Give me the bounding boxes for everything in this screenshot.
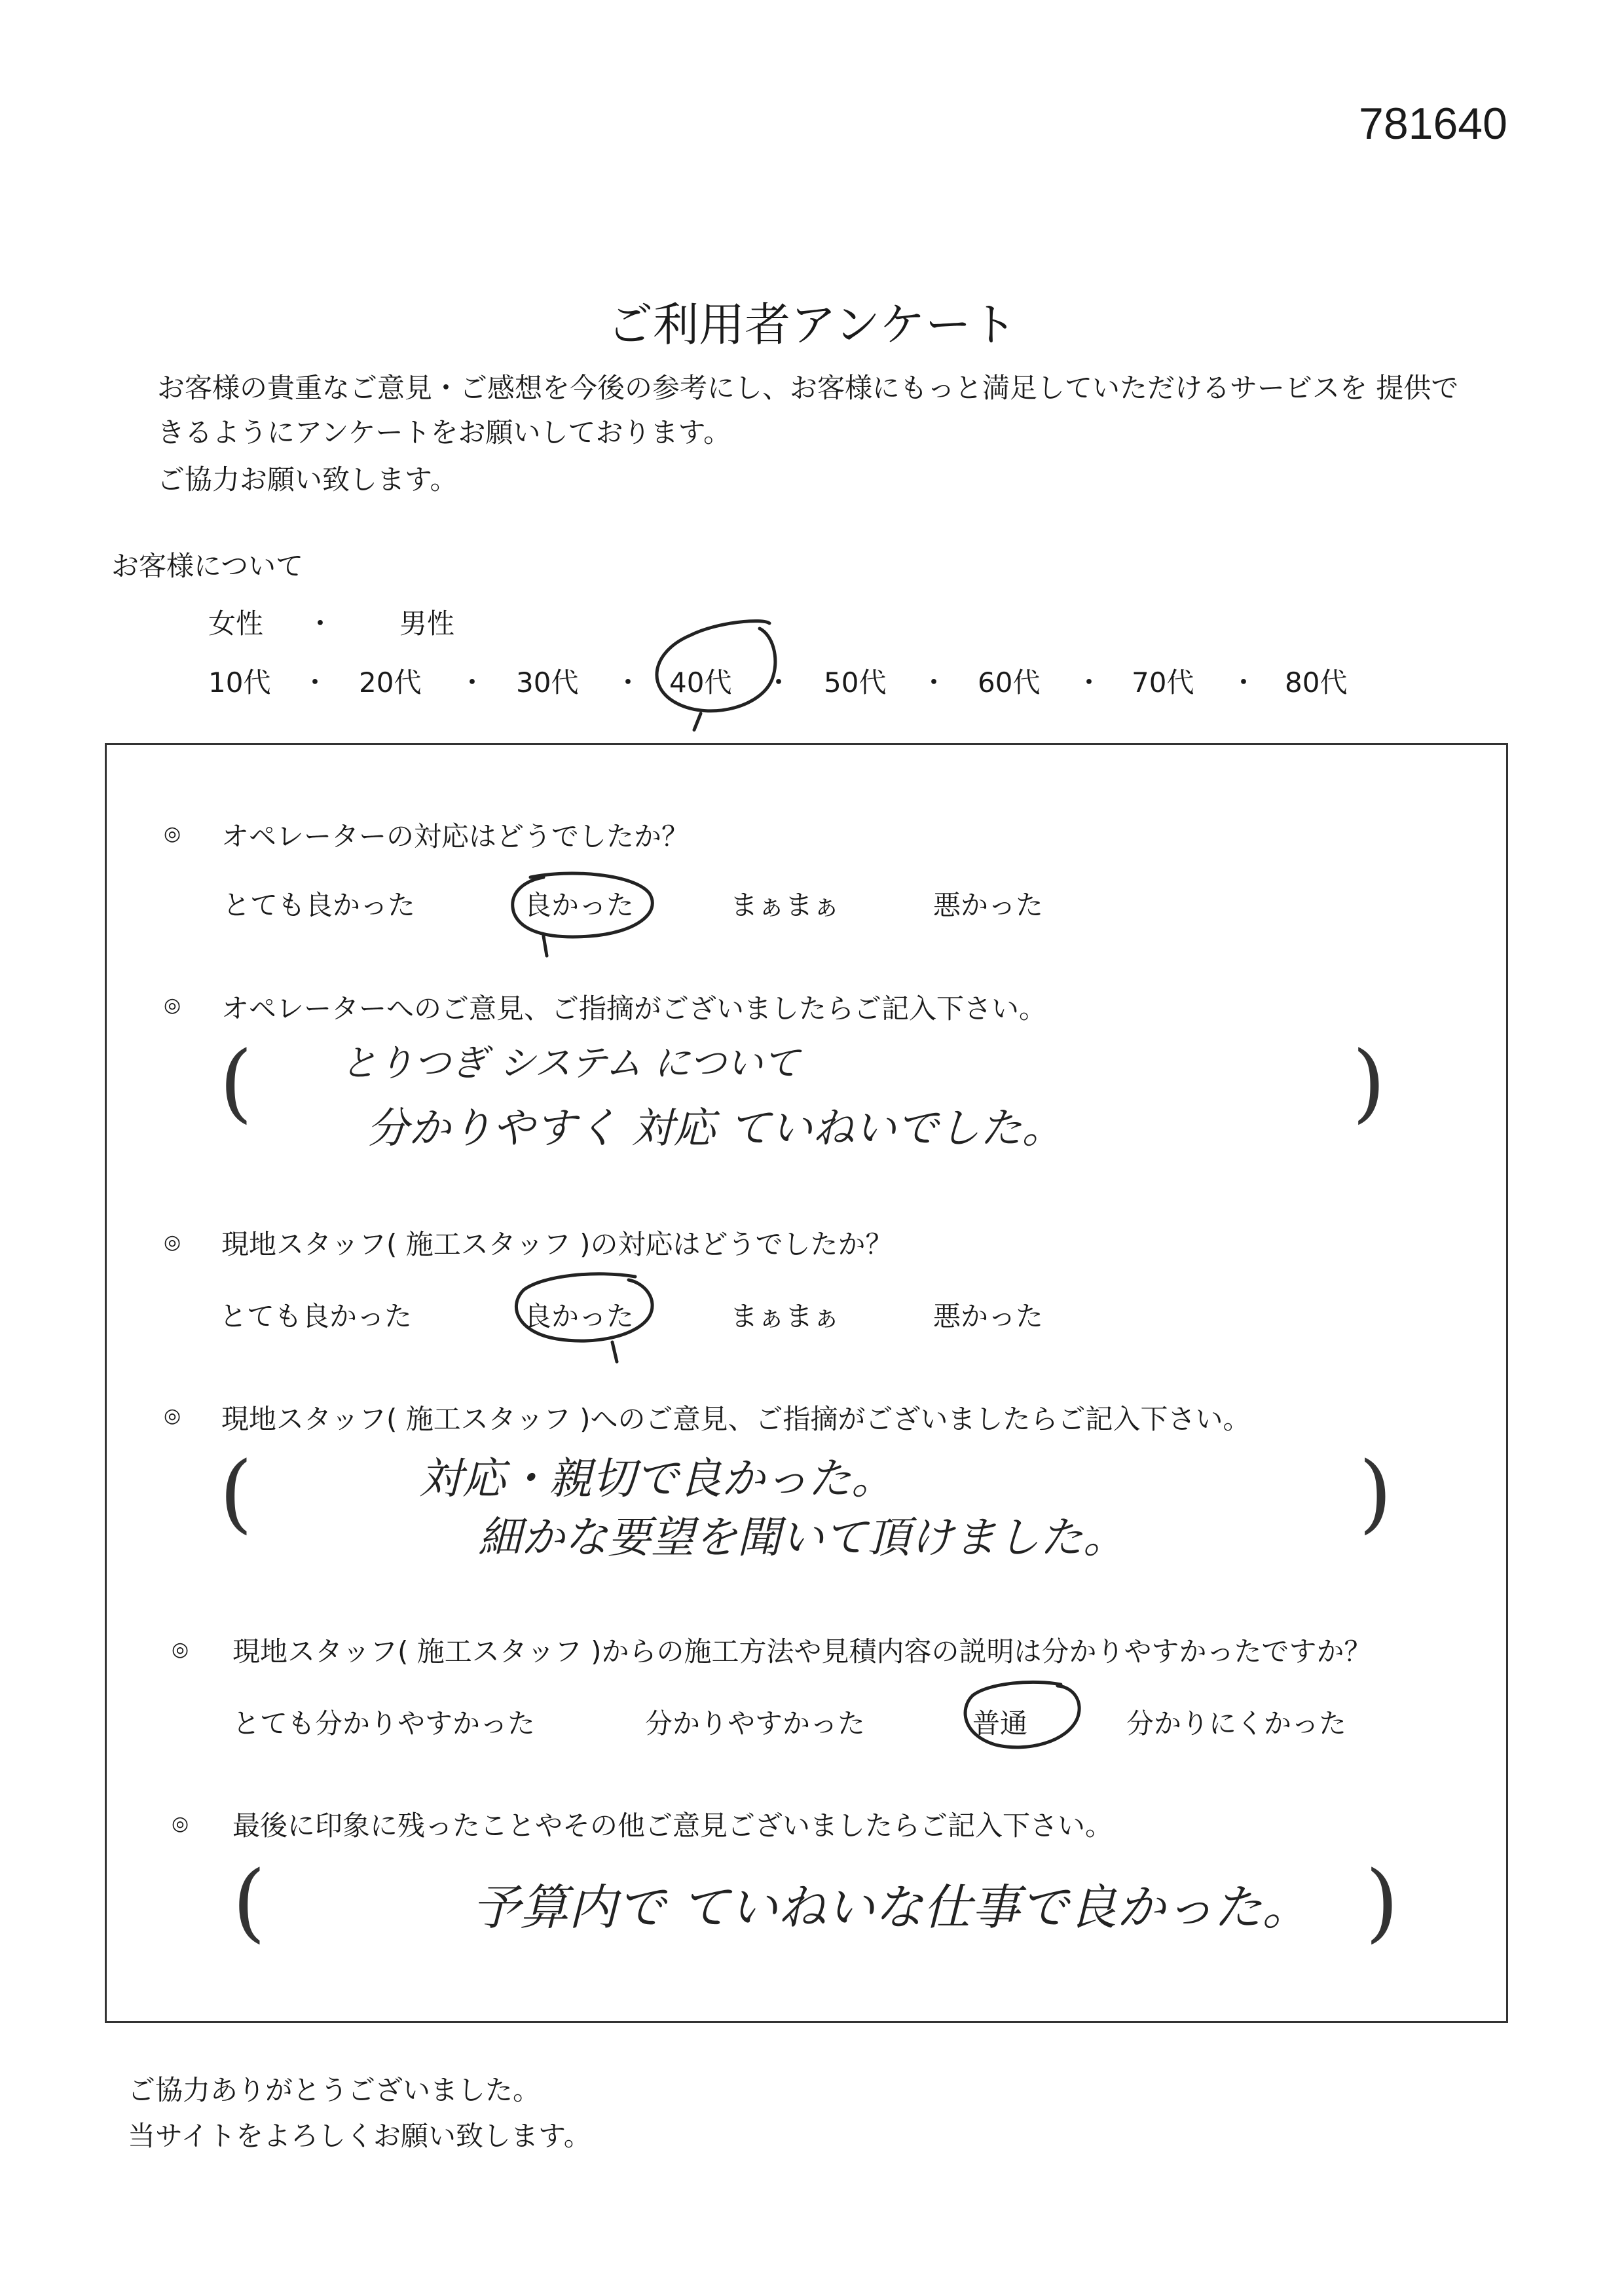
q6-answer-line-1[interactable]: 予算内で ていねいな仕事で良かった。	[471, 1880, 1311, 1936]
intro-line-2: きるようにアンケートをお願いしております。	[157, 416, 731, 448]
q1-option-good-selected[interactable]: 良かった	[524, 889, 635, 921]
age-70s[interactable]: 70代	[1132, 666, 1194, 699]
bullet-icon: ◎	[164, 1231, 181, 1254]
gender-female[interactable]: 女性	[208, 608, 264, 640]
footer-request: 当サイトをよろしくお願い致します。	[128, 2120, 591, 2152]
bullet-icon: ◎	[172, 1812, 189, 1835]
question-explanation-clarity: 現地スタッフ( 施工スタッフ )からの施工方法や見積内容の説明は分かりやすかったですか？	[232, 1635, 1372, 1667]
question-operator-comments: オペレーターへのご意見、ご指摘がございましたらご記入下さい。	[221, 993, 1047, 1025]
q3-option-bad[interactable]: 悪かった	[933, 1300, 1044, 1332]
bullet-icon: ◎	[164, 822, 181, 845]
intro-line-3: ご協力お願い致します。	[157, 464, 458, 496]
customer-heading: お客様について	[111, 550, 304, 582]
question-operator-response: オペレーターの対応はどうでしたか？	[221, 820, 690, 852]
q4-answer-line-1[interactable]: 対応・親切で良かった。	[419, 1453, 895, 1504]
age-separator: ・	[765, 666, 793, 699]
footer-thanks: ご協力ありがとうございました。	[128, 2074, 541, 2106]
answer-bracket-close: )	[1352, 1032, 1386, 1132]
q5-option-very-clear[interactable]: とても分かりやすかった	[232, 1707, 536, 1740]
age-separator: ・	[301, 666, 329, 699]
q1-option-bad[interactable]: 悪かった	[933, 889, 1044, 921]
selection-circle-q1	[504, 867, 661, 959]
intro-line-1: お客様の貴重なご意見・ご感想を今後の参考にし、お客様にもっと満足していただけるサービスを 提供で	[157, 372, 1459, 404]
gender-separator: ・	[306, 608, 335, 640]
document-id: 781640	[1359, 99, 1507, 149]
bullet-icon: ◎	[172, 1638, 189, 1661]
age-separator: ・	[1075, 666, 1103, 699]
bullet-icon: ◎	[164, 1404, 181, 1427]
q3-option-good-selected[interactable]: 良かった	[524, 1300, 635, 1332]
q5-option-unclear[interactable]: 分かりにくかった	[1126, 1707, 1347, 1740]
selection-circle-q5	[956, 1679, 1087, 1764]
age-separator: ・	[458, 666, 487, 699]
question-site-staff-response: 現地スタッフ( 施工スタッフ )の対応はどうでしたか？	[221, 1228, 893, 1260]
q2-answer-line-2[interactable]: 分かりやすく 対応 ていねいでした。	[367, 1104, 1064, 1153]
q1-option-so-so[interactable]: まぁまぁ	[730, 889, 841, 921]
answer-bracket-close: )	[1359, 1443, 1392, 1542]
question-site-staff-comments: 現地スタッフ( 施工スタッフ )へのご意見、ご指摘がございましたらご記入下さい。	[221, 1403, 1251, 1435]
q3-option-very-good[interactable]: とても良かった	[219, 1300, 413, 1332]
q5-option-normal-selected[interactable]: 普通	[972, 1707, 1028, 1740]
q3-option-so-so[interactable]: まぁまぁ	[730, 1300, 841, 1332]
q4-answer-line-2[interactable]: 細かな要望を聞いて頂けました。	[478, 1512, 1126, 1563]
selection-circle-q3	[504, 1270, 661, 1368]
answer-bracket-open: (	[232, 1852, 266, 1952]
age-80s[interactable]: 80代	[1285, 666, 1348, 699]
age-separator: ・	[1230, 666, 1258, 699]
answer-bracket-open: (	[219, 1443, 253, 1542]
age-separator: ・	[920, 666, 948, 699]
answer-bracket-open: (	[219, 1032, 253, 1132]
age-10s[interactable]: 10代	[208, 666, 271, 699]
q1-option-very-good[interactable]: とても良かった	[223, 889, 416, 921]
question-final-comments: 最後に印象に残ったことやその他ご意見ございましたらご記入下さい。	[232, 1810, 1113, 1842]
answer-bracket-close: )	[1365, 1852, 1399, 1952]
survey-title: ご利用者アンケート	[607, 298, 1017, 352]
q5-option-clear[interactable]: 分かりやすかった	[645, 1707, 866, 1740]
age-60s[interactable]: 60代	[978, 666, 1041, 699]
age-40s-selected[interactable]: 40代	[669, 666, 732, 699]
selection-circle-age	[638, 615, 789, 733]
age-30s[interactable]: 30代	[516, 666, 579, 699]
bullet-icon: ◎	[164, 994, 181, 1017]
age-20s[interactable]: 20代	[359, 666, 422, 699]
age-50s[interactable]: 50代	[824, 666, 887, 699]
q2-answer-line-1[interactable]: とりつぎ システム について	[341, 1042, 800, 1085]
gender-male[interactable]: 男性	[399, 608, 455, 640]
age-separator: ・	[614, 666, 642, 699]
